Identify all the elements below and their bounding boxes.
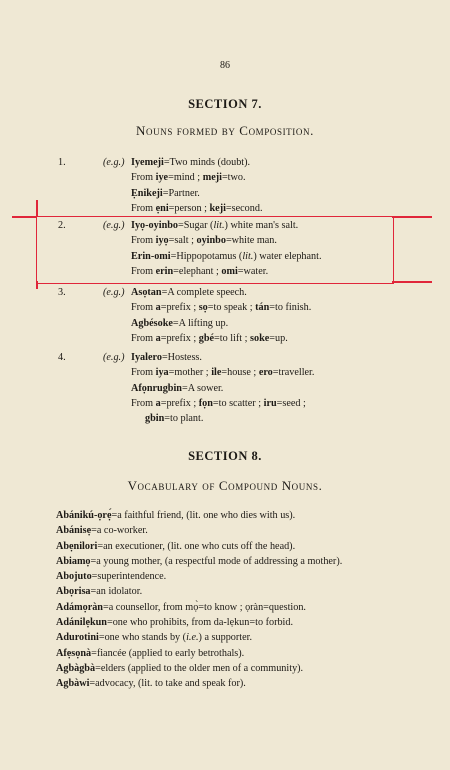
vocab-definition: =elders (applied to the older men of a community). bbox=[95, 662, 304, 674]
example-line bbox=[0, 249, 450, 264]
section-8-subtitle: Vocabulary of Compound Nouns. bbox=[127, 478, 323, 493]
example-text: From a=prefix ; gbé=to lift ; soke=up. bbox=[131, 332, 288, 344]
example-text: Afọnrugbin=A sower. bbox=[131, 382, 224, 394]
example-line bbox=[0, 411, 450, 426]
example-line bbox=[0, 186, 450, 201]
vocab-definition: =an idolator. bbox=[90, 586, 143, 598]
example-1 bbox=[0, 155, 450, 216]
vocab-term: Adámọràn bbox=[56, 601, 103, 613]
example-text: From a=prefix ; sọ=to speak ; tán=to finish. bbox=[131, 302, 312, 314]
vocab-entry bbox=[56, 615, 436, 630]
vocab-term: Abọrisa bbox=[56, 586, 91, 598]
vocab-term: Agbàgbà bbox=[56, 662, 96, 674]
eg-label: (e.g.) bbox=[103, 220, 125, 231]
vocab-term: Afẹsọnà bbox=[56, 647, 92, 659]
example-line bbox=[0, 264, 450, 279]
vocab-term: Adánilẹkun bbox=[56, 617, 107, 629]
vocab-definition: =fiancée (applied to early betrothals). bbox=[91, 647, 245, 659]
vocab-definition: =a young mother, (a respectful mode of addressing a mother). bbox=[90, 555, 343, 567]
example-number: 1. bbox=[58, 157, 66, 168]
vocab-entry bbox=[56, 554, 436, 569]
vocabulary-list bbox=[56, 508, 436, 692]
example-text: From iyọ=salt ; oyinbo=white man. bbox=[131, 235, 277, 247]
vocab-entry bbox=[56, 646, 436, 661]
vocab-term: Agbàwi bbox=[56, 678, 90, 690]
example-number: 2. bbox=[58, 220, 66, 231]
example-text: From ẹni=person ; keji=second. bbox=[131, 202, 263, 214]
page-number: 86 bbox=[220, 60, 230, 71]
example-line bbox=[0, 316, 450, 331]
example-text: From iya=mother ; ile=house ; ero=traveller. bbox=[131, 367, 315, 379]
example-line bbox=[0, 218, 450, 233]
vocab-definition: =advocacy, (lit. to take and speak for). bbox=[89, 678, 246, 690]
example-number: 3. bbox=[58, 287, 66, 298]
vocab-definition: =one who prohibits, from da-lẹkun=to forbid. bbox=[106, 617, 294, 629]
example-line bbox=[0, 396, 450, 411]
example-line bbox=[0, 365, 450, 380]
vocab-entry bbox=[56, 584, 436, 599]
example-line bbox=[0, 300, 450, 315]
example-line bbox=[0, 285, 450, 300]
vocab-entry bbox=[56, 508, 436, 523]
vocab-term: Adurotini bbox=[56, 632, 99, 644]
vocab-entry bbox=[56, 661, 436, 676]
example-text: gbin=to plant. bbox=[145, 413, 204, 425]
example-line bbox=[0, 331, 450, 346]
vocab-term: Abánisẹ bbox=[56, 525, 92, 537]
example-text: From erin=elephant ; omi=water. bbox=[131, 265, 269, 277]
vocab-term: Abiamọ bbox=[56, 555, 91, 567]
example-number: 4. bbox=[58, 352, 66, 363]
example-text: Erin-omi=Hippopotamus (lit.) water elephant. bbox=[131, 250, 322, 262]
vocab-term: Abojuto bbox=[56, 571, 92, 583]
example-line bbox=[0, 350, 450, 365]
vocab-definition: =a co-worker. bbox=[91, 525, 148, 537]
vocab-definition: =one who stands by (i.e.) a supporter. bbox=[98, 632, 253, 644]
eg-label: (e.g.) bbox=[103, 287, 125, 298]
vocab-entry bbox=[56, 569, 436, 584]
vocab-definition: =superintendence. bbox=[91, 571, 167, 583]
vocab-definition: =a counsellor, from mọ̀=to know ; ọràn=question. bbox=[102, 601, 306, 613]
section-7-title: SECTION 7. bbox=[188, 97, 262, 111]
vocab-definition: =an executioner, (lit. one who cuts off the head). bbox=[97, 540, 296, 552]
example-3 bbox=[0, 285, 450, 346]
example-line bbox=[0, 170, 450, 185]
example-text: Asọtan=A complete speech. bbox=[131, 287, 247, 298]
section-7-subtitle: Nouns formed by Composition. bbox=[136, 123, 314, 138]
highlight-guide-right-bottom bbox=[392, 281, 432, 283]
example-line bbox=[0, 155, 450, 170]
vocab-entry bbox=[56, 539, 436, 554]
example-4 bbox=[0, 350, 450, 426]
example-text: Iyalero=Hostess. bbox=[131, 352, 202, 363]
example-line bbox=[0, 201, 450, 216]
vocab-term: Abánikú-ọrẹ́ bbox=[56, 510, 112, 521]
vocab-definition: =a faithful friend, (lit. one who dies with us). bbox=[111, 510, 296, 521]
vocab-term: Abẹnilori bbox=[56, 540, 98, 552]
vocab-entry bbox=[56, 676, 436, 691]
example-text: Agbésoke=A lifting up. bbox=[131, 317, 229, 329]
example-line bbox=[0, 381, 450, 396]
section-8-title: SECTION 8. bbox=[188, 449, 262, 463]
vocab-entry bbox=[56, 600, 436, 615]
vocab-entry bbox=[56, 630, 436, 645]
eg-label: (e.g.) bbox=[103, 157, 125, 168]
example-2 bbox=[0, 218, 450, 279]
example-text: Iyemeji=Two minds (doubt). bbox=[131, 157, 251, 168]
example-text: From a=prefix ; fọn=to scatter ; iru=seed ; bbox=[131, 397, 306, 409]
example-line bbox=[0, 233, 450, 248]
example-text: From iye=mind ; meji=two. bbox=[131, 172, 246, 184]
eg-label: (e.g.) bbox=[103, 352, 125, 363]
example-text: Iyọ-oyinbo=Sugar (lit.) white man's salt. bbox=[131, 220, 299, 231]
vocab-entry bbox=[56, 523, 436, 538]
example-text: Ẹnikeji=Partner. bbox=[131, 187, 200, 199]
